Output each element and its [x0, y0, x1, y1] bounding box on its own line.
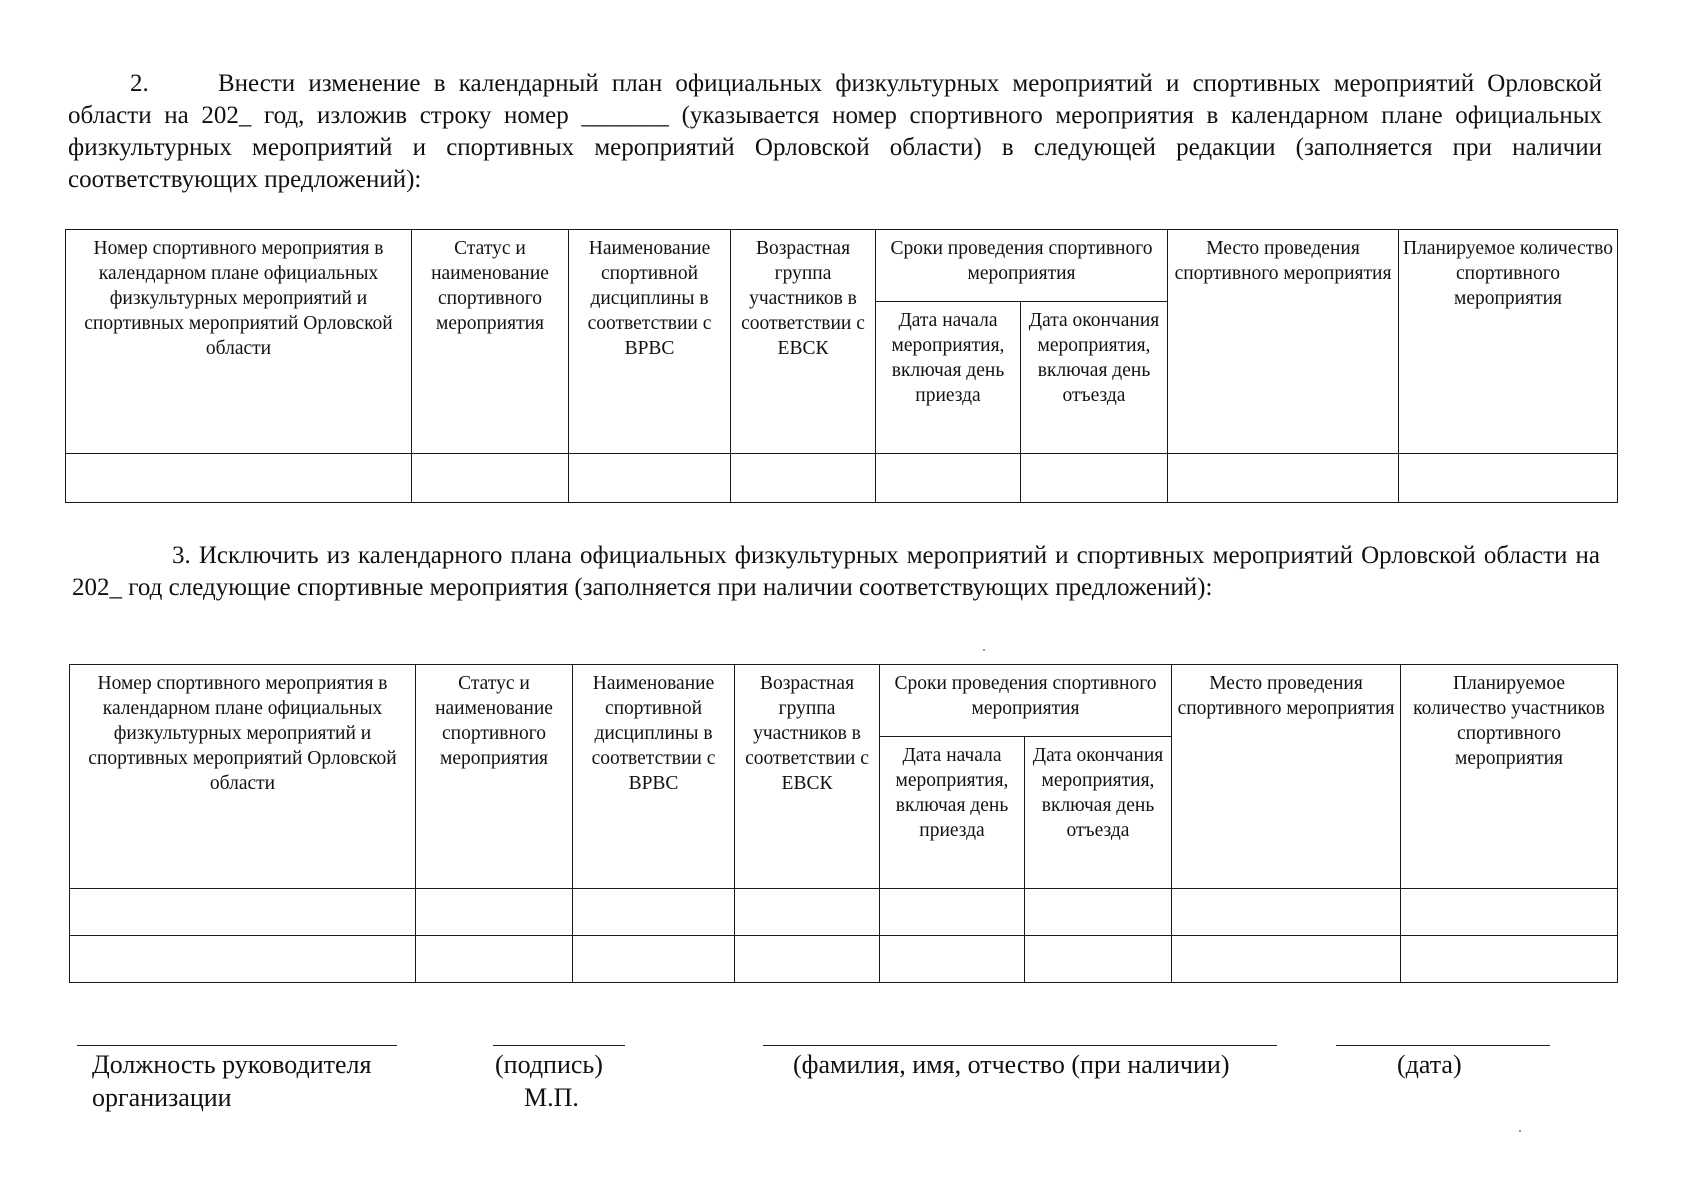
header-event-number: Номер спортивного мероприятия в календарном плане официальных физкультурных мероприятий и спортивных мероприятий Орловской области [70, 665, 416, 889]
position-label-line1: Должность руководителя [92, 1050, 372, 1079]
header-discipline: Наименование спортивной дисциплины в соответствии с ВРВС [573, 665, 735, 889]
cell-empty[interactable] [416, 889, 573, 936]
header-status-name: Статус и наименование спортивного мероприятия [416, 665, 573, 889]
table-row [66, 454, 1618, 503]
section-3-paragraph [72, 540, 1600, 604]
cell-empty[interactable] [1401, 936, 1618, 983]
cell-empty[interactable] [70, 889, 416, 936]
header-status-name: Статус и наименование спортивного мероприятия [412, 230, 569, 454]
cell-empty[interactable] [1401, 889, 1618, 936]
cell-empty[interactable] [70, 936, 416, 983]
position-signature-line[interactable] [77, 1045, 397, 1046]
name-label: (фамилия, имя, отчество (при наличии) [793, 1050, 1230, 1079]
signature-label: (подпись) [495, 1050, 603, 1079]
section-3-text: 3. Исключить из календарного плана официальных физкультурных мероприятий и спортивных мероприятий Орловской области на 202_ год следующие спортивные мероприятия (заполняется при наличии соответствующих предложений): [72, 542, 1600, 601]
header-discipline: Наименование спортивной дисциплины в соответствии с ВРВС [569, 230, 731, 454]
cell-empty[interactable] [1021, 454, 1168, 503]
cell-empty[interactable] [1025, 889, 1172, 936]
cell-empty[interactable] [880, 936, 1025, 983]
section-2-number: 2. [130, 70, 149, 97]
table-row [70, 889, 1618, 936]
section-2-paragraph [68, 68, 1602, 196]
date-signature-line[interactable] [1336, 1045, 1550, 1046]
cell-empty[interactable] [735, 936, 880, 983]
header-planned-count: Планируемое количество спортивного мероприятия [1399, 230, 1618, 454]
date-label: (дата) [1397, 1050, 1462, 1079]
cell-empty[interactable] [573, 936, 735, 983]
header-start-date: Дата начала мероприятия, включая день приезда [880, 737, 1025, 889]
cell-empty[interactable] [573, 889, 735, 936]
header-start-date: Дата начала мероприятия, включая день приезда [876, 302, 1021, 454]
header-age-group: Возрастная группа участников в соответствии с ЕВСК [735, 665, 880, 889]
stamp-label: М.П. [524, 1083, 579, 1112]
header-dates: Сроки проведения спортивного мероприятия [876, 230, 1168, 302]
cell-empty[interactable] [412, 454, 569, 503]
cell-empty[interactable] [735, 889, 880, 936]
cell-empty[interactable] [880, 889, 1025, 936]
cell-empty[interactable] [1025, 936, 1172, 983]
cell-empty[interactable] [1399, 454, 1618, 503]
signature-line[interactable] [493, 1045, 625, 1046]
header-event-number: Номер спортивного мероприятия в календарном плане официальных физкультурных мероприятий и спортивных мероприятий Орловской области [66, 230, 412, 454]
position-label-line2: организации [92, 1083, 232, 1112]
header-place: Место проведения спортивного мероприятия [1168, 230, 1399, 454]
section-2-text: Внести изменение в календарный план официальных физкультурных мероприятий и спортивных мероприятий Орловской области на 202_ год, изложив строку номер _______ (указывается номер спортивного мероприятия в календарном плане официальных физкультурных мероприятий и спортивных мероприятий Орловской области) в следующей редакции (заполняется при наличии соответствующих предложений): [68, 70, 1602, 193]
header-end-date: Дата окончания мероприятия, включая день отъезда [1021, 302, 1168, 454]
cell-empty[interactable] [569, 454, 731, 503]
cell-empty[interactable] [416, 936, 573, 983]
scan-speck [983, 649, 985, 651]
cell-empty[interactable] [1172, 936, 1401, 983]
header-planned-count: Планируемое количество участников спортивного мероприятия [1401, 665, 1618, 889]
cell-empty[interactable] [876, 454, 1021, 503]
table-amend-events [65, 229, 1618, 503]
header-end-date: Дата окончания мероприятия, включая день отъезда [1025, 737, 1172, 889]
cell-empty[interactable] [1172, 889, 1401, 936]
table-row [70, 936, 1618, 983]
cell-empty[interactable] [66, 454, 412, 503]
name-signature-line[interactable] [763, 1045, 1277, 1046]
header-dates: Сроки проведения спортивного мероприятия [880, 665, 1172, 737]
cell-empty[interactable] [1168, 454, 1399, 503]
scan-speck [1519, 1130, 1521, 1132]
cell-empty[interactable] [731, 454, 876, 503]
header-age-group: Возрастная группа участников в соответствии с ЕВСК [731, 230, 876, 454]
header-place: Место проведения спортивного мероприятия [1172, 665, 1401, 889]
table-exclude-events [69, 664, 1618, 983]
